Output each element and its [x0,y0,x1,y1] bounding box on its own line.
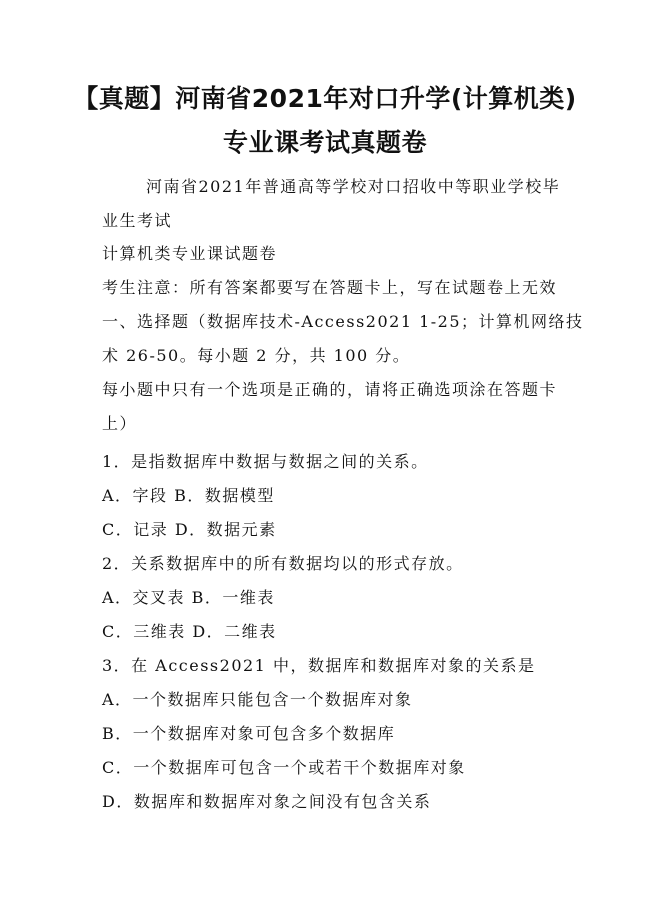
instruction-line-1: 每小题中只有一个选项是正确的，请将正确选项涂在答题卡 [102,380,558,399]
question-3: 3．在 Access2021 中，数据库和数据库对象的关系是 [102,656,536,675]
question-2-options-cd: C．三维表 D．二维表 [102,622,277,641]
exam-subtitle: 计算机类专业课试题卷 [102,244,278,263]
question-1: 1．是指数据库中数据与数据之间的关系。 [102,452,429,471]
document-title-line-1: 【真题】河南省2021年对口升学(计算机类) [73,84,577,113]
document-title-line-2: 专业课考试真题卷 [222,128,427,157]
candidate-notice: 考生注意：所有答案都要写在答题卡上，写在试题卷上无效 [102,278,558,297]
question-1-options-ab: A．字段 B．数据模型 [102,486,275,505]
question-2-options-ab: A．交叉表 B．一维表 [102,588,275,607]
instruction-line-2: 上） [102,414,138,433]
question-1-options-cd: C．记录 D．数据元素 [102,520,277,539]
question-3-option-d: D．数据库和数据库对象之间没有包含关系 [102,792,432,811]
intro-paragraph-line-2: 业生考试 [102,211,173,230]
question-3-option-a: A．一个数据库只能包含一个数据库对象 [102,690,413,709]
section-heading-line-1: 一、选择题（数据库技术-Access2021 1-25；计算机网络技 [102,312,584,331]
intro-paragraph-line-1: 河南省2021年普通高等学校对口招收中等职业学校毕 [146,177,561,196]
question-3-option-c: C．一个数据库可包含一个或若干个数据库对象 [102,758,466,777]
question-3-option-b: B．一个数据库对象可包含多个数据库 [102,724,396,743]
section-heading-line-2: 术 26-50。每小题 2 分，共 100 分。 [102,346,411,365]
question-2: 2．关系数据库中的所有数据均以的形式存放。 [102,554,464,573]
